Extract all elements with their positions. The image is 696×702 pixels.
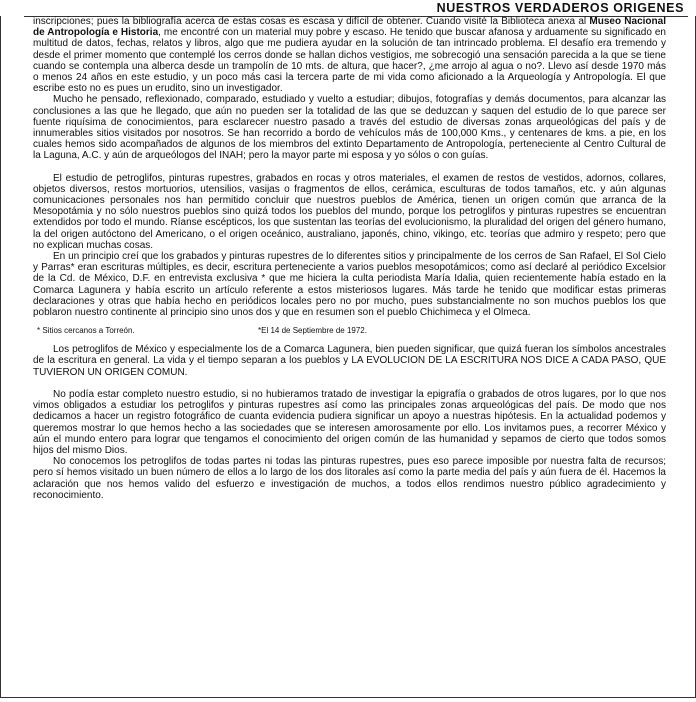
footnotes [33,326,666,336]
paragraph [33,16,666,94]
paragraph: El estudio de petroglifos, pinturas rupestres, grabados en rocas y otros materiales, el examen de restos de vestidos, adornos, collares, objetos diversos, restos mortuorios, utensilios, vasijas o fragmentos de ellos, cerámica, esculturas de todos tamaños, etc. y aún algunas comunicaciones personales nos han permitido concluir que nuestros pueblos de América, tienen un origen común que arranca de la Mesopotámia y no sólo nuestros pueblos sino quizá todos los pueblos del mundo, porque los petroglifos y pinturas rupestres se encuentran extendidos por todo el mundo. Ríanse escépticos, los que sustentan las teorías del evolucionismo, la pluralidad del origen del género humano, la del origen autóctono del Americano, o el origen oceánico, australiano, japonés, chino, vikingo, etc. teorías que admiro y respeto; pero que no explican muchas cosas. [33,172,666,251]
footnote: * Sitios cercanos a Torreón. [37,326,135,336]
emphasized-statement: LA EVOLUCION DE LA ESCRITURA NOS DICE A CADA PASO, QUE TUVIERON UN ORIGEN COMUN. [33,355,666,378]
paragraph-text: inscripciones; pues la bibliografía acerca de estas cosas es escasa y difícil de obtener. Cuando visité la Biblioteca anexa al [33,16,590,27]
paragraph: No podía estar completo nuestro estudio, si no hubieramos tratado de investigar la epigrafía o grabados de otros lugares, por lo que nos vimos obligados a estudiar los petroglifos y pinturas rupestres así como las principales zonas arqueológicas del país. De modo que nos dedicamos a hacer un registro fotográfico de cuanta evidencia pudiera significar un apoyo a nuestras hipótesis. En la actualidad podemos y queremos mostrar lo que hemos hecho a las sociedades que se interesen amorosamente por ello. Los invitamos pues, a recorrer México y aún el mundo entero para lograr que tengamos el conocimiento del origen común de las humanidad y sepamos de cierto que todos somos hijos del mismo Dios. [33,388,666,456]
body-text [33,16,666,501]
paragraph: En un principio creí que los grabados y pinturas rupestres de lo diferentes sitios y principalmente de los cerros de San Rafael, El Sol Cielo y Parras* eran escrituras múltiples, es decir, escritura perteneciente a varios pueblos mesopotámicos; como así declaré al periódico Excelsior de la Cd. de México, D.F. en entrevista exclusiva * que me hiciera la culta periodista María Idalia, quien recientemente había estado en la Comarca Lagunera y había escrito un artículo referente a estos misteriosos lugares. Más tarde he tenido que modificar estas primeras declaraciones y otras que había hecho en periódicos locales pero no por mucho, pues substancialmente no son muchos pueblos los que poblaron nuestro continente al principio sino unos dos y que en resumen son el pueblo Chichimeca y el Olmeca. [33,251,666,319]
footer-rule [0,697,696,698]
paragraph-text: , me encontré con un material muy pobre y escaso. He tenido que buscar afanosa y arduamente su significado en multitud de datos, fechas, relatos y libros, algo que me pudiera ayudar en la solución de tan intrincado problema. El desafío era tremendo y desde el primer momento que contemplé los cerros donde se hallan dichos vestigios, me sobrecogió una sensación parecida a la que se tiene cuando se contempla una alberca desde un trampolín de 10 mts. de altura, que hacer?, ¿me arrojo al agua o no?. Llevo así desde 1970 más o menos 24 años en este estudio, y un poco más casi la tercera parte de mi vida como aficionado a la Arqueología y Antropología. El que escribe esto no es pues un erudito, sino un investigador. [33,27,666,95]
paragraph: Mucho he pensado, reflexionado, comparado, estudiado y vuelto a estudiar; dibujos, fotografías y demás documentos, para alcanzar las conclusiones a las que he llegado, que aún no pueden ser la totalidad de las que se deduzcan y saquen del estudio de lo que parece ser fuente riquísima de conocimientos, para esclarecer nuestro pasado a través del estudio de diversas zonas arqueológicas del país y de innumerables sitios visitados por nosotros. Se han recorrido a bordo de vehículos más de 100,000 Kms., y centenares de kms. a pie, en los cuales hemos sido acompañados de algunos de los miembros del extinto Departamento de Antropología, perteneciente al Centro Cultural de la Laguna, A.C. y aún de arqueólogos del INAH; pero la mayor parte mi esposa y yo sólos o con guías. [33,94,666,162]
running-header: NUESTROS VERDADEROS ORIGENES [436,1,684,15]
paragraph: No conocemos los petroglifos de todas partes ni todas las pinturas rupestres, pues eso parece imposible por nuestra falta de recursos; pero sí hemos visitado un buen número de ellos a lo largo de los dos litorales así como la parte media del país y aún fuera de él. Hacemos la aclaración que nos hemos valido del esfuerzo e investigación de muchos, a todos ellos rendimos nuestro público agradecimiento y reconocimiento. [33,456,666,501]
footnote: *El 14 de Septiembre de 1972. [258,326,367,336]
museum-name: Museo Nacional de Antropología e Historia [33,16,666,39]
paragraph-text: Los petroglifos de México y especialmente los de a Comarca Lagunera, bien pueden significar, que quizá fueran los símbolos ancestrales de la escritura en general. La vida y el tiempo separan a los pueblos y [33,344,666,367]
left-border-line [0,16,1,698]
paragraph [33,344,666,378]
